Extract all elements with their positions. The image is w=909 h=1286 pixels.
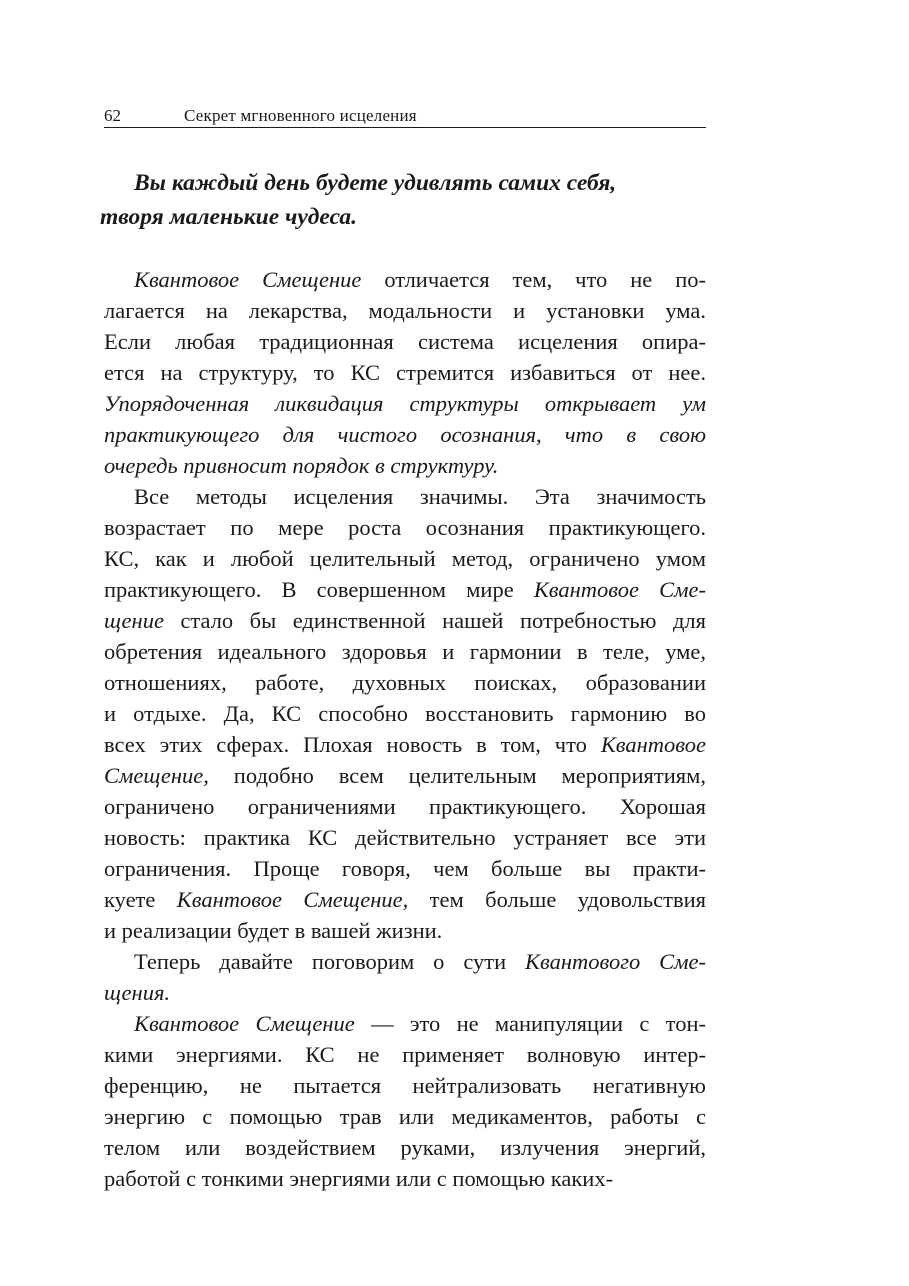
text-line [104, 264, 706, 295]
paragraph [104, 481, 706, 946]
text-line [104, 977, 706, 1008]
text-run: энергию с помощью трав или медикаментов, работы с [104, 1104, 706, 1129]
text-line [104, 884, 706, 915]
italic-text: Квантовое Сме- [533, 577, 706, 602]
text-run: и реализации будет в вашей жизни. [104, 918, 443, 943]
text-line [104, 760, 706, 791]
text-line [104, 915, 706, 946]
text-run: всех этих сферах. Плохая новость в том, что [104, 732, 601, 757]
header-rule [104, 127, 706, 128]
text-run: ограничено ограничениями практикующего. Хорошая [104, 794, 706, 819]
book-page [100, 96, 707, 1194]
running-title: Секрет мгновенного исцеления [184, 106, 417, 125]
text-run: тем больше удовольствия [408, 887, 706, 912]
text-line [104, 729, 706, 760]
text-run: и отдыхе. Да, КС способно восстановить гармонию во [104, 701, 706, 726]
text-run: телом или воздействием руками, излучения энергий, [104, 1135, 706, 1160]
italic-text: Упорядоченная ликвидация структуры открывает ум [104, 391, 706, 416]
text-line [104, 1039, 706, 1070]
text-line [104, 605, 706, 636]
text-line [104, 636, 706, 667]
text-line [104, 946, 706, 977]
text-line [104, 1008, 706, 1039]
text-run: обретения идеального здоровья и гармонии в теле, уме, [104, 639, 706, 664]
text-run: ференцию, не пытается нейтрализовать негативную [104, 1073, 706, 1098]
paragraph [104, 264, 706, 481]
body-text [104, 264, 706, 1194]
epigraph-line: Вы каждый день будете удивлять самих себя, [134, 170, 617, 196]
italic-text: Квантовое Смещение, [176, 887, 409, 912]
text-run: отношениях, работе, духовных поисках, образовании [104, 670, 706, 695]
text-line [104, 1101, 706, 1132]
text-run: подобно всем целительным мероприятиям, [208, 763, 706, 788]
text-run: ограничения. Проще говоря, чем больше вы практи- [104, 856, 706, 881]
text-line [104, 667, 706, 698]
running-header [104, 96, 706, 126]
paragraph [104, 946, 706, 1008]
epigraph [100, 166, 706, 234]
text-run: Теперь давайте поговорим о сути [134, 949, 526, 974]
text-line [104, 450, 706, 481]
text-line [104, 822, 706, 853]
text-run: лагается на лекарства, модальности и установки ума. [104, 298, 706, 323]
text-run: — это не манипуляции с тон- [354, 1011, 706, 1036]
text-line [104, 512, 706, 543]
text-run: Если любая традиционная система исцеления опира- [104, 329, 706, 354]
text-line [104, 295, 706, 326]
text-line [104, 853, 706, 884]
text-line [104, 1070, 706, 1101]
text-run: отличается тем, что не по- [361, 267, 706, 292]
text-line [104, 698, 706, 729]
italic-text: Квантового Сме- [525, 949, 707, 974]
text-line [104, 1163, 706, 1194]
italic-text: практикующего для чистого осознания, что в свою [104, 422, 706, 447]
text-run: работой с тонкими энергиями или с помощью каких- [104, 1166, 614, 1191]
italic-text: Смещение, [104, 763, 209, 788]
text-line [104, 419, 706, 450]
text-line [104, 388, 706, 419]
text-line [104, 326, 706, 357]
text-run: возрастает по мере роста осознания практикующего. [104, 515, 706, 540]
text-run: новость: практика КС действительно устраняет все эти [104, 825, 706, 850]
text-line [104, 481, 706, 512]
text-run: ется на структуру, то КС стремится избавиться от нее. [104, 360, 706, 385]
italic-text: Квантовое Смещение [134, 1011, 355, 1036]
text-line [104, 791, 706, 822]
text-run: куете [104, 887, 177, 912]
italic-text: Квантовое Смещение [134, 267, 362, 292]
text-run: КС, как и любой целительный метод, ограничено умом [104, 546, 706, 571]
paragraph [104, 1008, 706, 1194]
text-run: Все методы исцеления значимы. Эта значимость [134, 484, 706, 509]
italic-text: щение [104, 608, 164, 633]
text-line [104, 357, 706, 388]
text-run: стало бы единственной нашей потребностью для [163, 608, 706, 633]
text-run: практикующего. В совершенном мире [104, 577, 534, 602]
page-number: 62 [104, 106, 121, 125]
italic-text: щения. [104, 980, 171, 1005]
text-line [104, 543, 706, 574]
text-line [104, 1132, 706, 1163]
italic-text: очередь привносит порядок в структуру. [104, 453, 499, 478]
text-run: кими энергиями. КС не применяет волновую интер- [104, 1042, 706, 1067]
epigraph-line: творя маленькие чудеса. [100, 204, 357, 230]
italic-text: Квантовое [600, 732, 706, 757]
text-line [104, 574, 706, 605]
